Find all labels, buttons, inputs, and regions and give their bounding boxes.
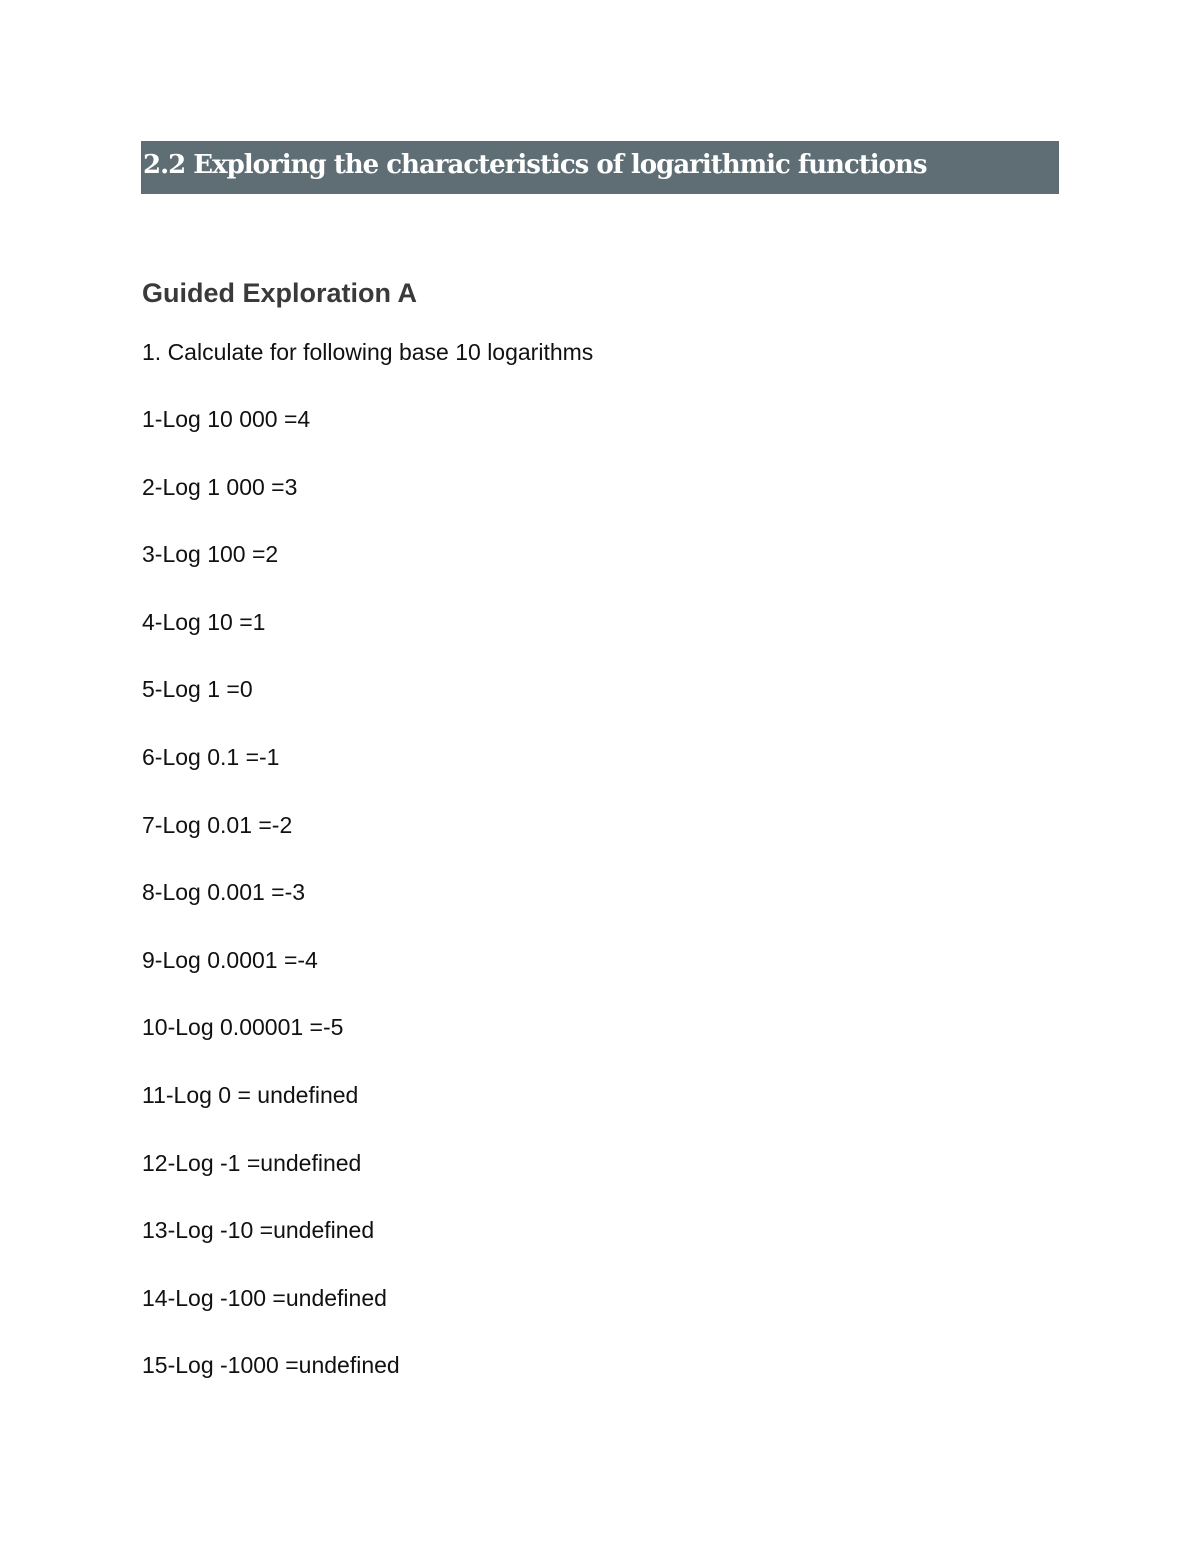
answer-item: 11-Log 0 = undefined [142,1081,359,1108]
answer-item: 8-Log 0.001 =-3 [142,879,306,906]
answer-item: 10-Log 0.00001 =-5 [142,1014,344,1041]
answer-item: 2-Log 1 000 =3 [142,473,298,500]
answer-item: 4-Log 10 =1 [142,608,266,635]
answer-item: 15-Log -1000 =undefined [142,1352,400,1379]
section-heading: Guided Exploration A [142,278,418,308]
title-bar [141,141,1059,194]
answer-item: 13-Log -10 =undefined [142,1217,375,1244]
question-prompt: 1. Calculate for following base 10 logarithms [142,339,594,365]
answer-item: 3-Log 100 =2 [142,541,279,568]
answer-item: 12-Log -1 =undefined [142,1149,362,1176]
answer-item: 1-Log 10 000 =4 [142,406,311,432]
answer-item: 5-Log 1 =0 [142,676,253,703]
answer-item: 7-Log 0.01 =-2 [142,811,293,838]
answer-list [142,405,400,1419]
answer-item: 6-Log 0.1 =-1 [142,743,280,770]
answer-item: 9-Log 0.0001 =-4 [142,946,318,973]
page-title: 2.2 Exploring the characteristics of logarithmic functions [143,149,927,180]
answer-item: 14-Log -100 =undefined [142,1284,387,1311]
